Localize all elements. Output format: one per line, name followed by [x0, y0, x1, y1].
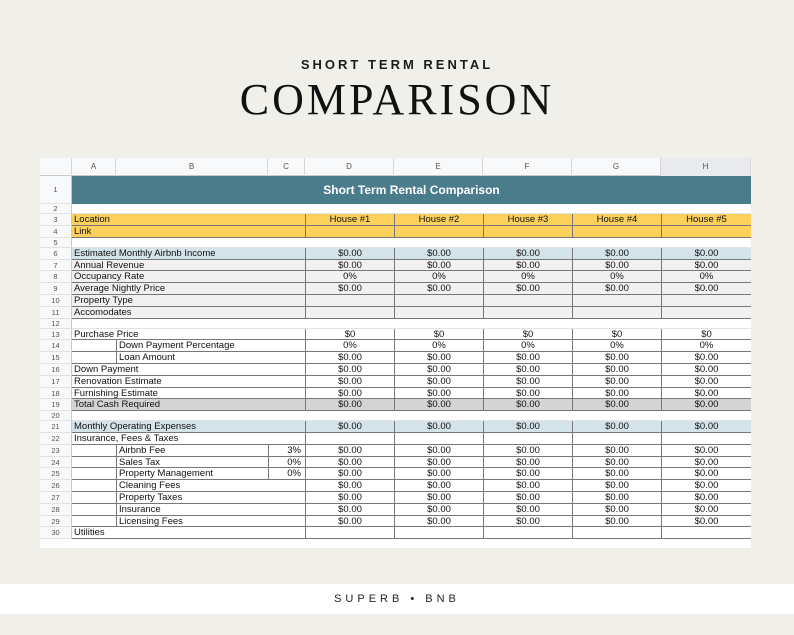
value-cell[interactable]: $0.00 [394, 283, 483, 294]
sheet-row [72, 283, 751, 295]
row-number[interactable]: 22 [40, 433, 72, 445]
row-label: Down Payment [74, 364, 139, 375]
value-cell[interactable]: $0.00 [305, 388, 394, 399]
value-cell[interactable]: $0 [305, 329, 394, 340]
house-column-header: House #3 [483, 214, 572, 225]
value-cell[interactable]: $0.00 [661, 480, 751, 491]
sheet-row [72, 492, 751, 504]
value-cell[interactable]: $0.00 [305, 504, 394, 515]
sheet-row [72, 468, 751, 480]
sheet-row [72, 248, 751, 260]
value-cell[interactable]: $0.00 [661, 364, 751, 375]
value-cell[interactable] [661, 433, 751, 444]
value-cell[interactable]: $0.00 [483, 504, 572, 515]
sheet-row [72, 421, 751, 433]
row-number[interactable]: 16 [40, 364, 72, 376]
value-cell[interactable]: $0.00 [483, 352, 572, 363]
value-cell[interactable]: $0.00 [572, 468, 661, 479]
value-cell[interactable]: $0.00 [661, 468, 751, 479]
row-label: Down Payment Percentage [116, 340, 305, 351]
row-label: Loan Amount [116, 352, 305, 363]
indent-spacer [72, 352, 116, 363]
value-cell[interactable]: $0.00 [572, 399, 661, 410]
row-number[interactable]: 21 [40, 421, 72, 433]
house-column-header: House #4 [572, 214, 661, 225]
column-header-f[interactable]: F [483, 158, 572, 176]
sheet-row [72, 352, 751, 364]
value-cell[interactable] [483, 307, 572, 318]
row-number[interactable]: 27 [40, 492, 72, 504]
row-number[interactable]: 4 [40, 226, 72, 238]
row-number[interactable]: 26 [40, 480, 72, 492]
row-label: Cleaning Fees [116, 480, 305, 491]
value-cell[interactable]: $0.00 [305, 445, 394, 456]
row-number[interactable]: 23 [40, 445, 72, 457]
column-header-c[interactable]: C [268, 158, 305, 176]
row-label: Airbnb Fee [116, 445, 268, 456]
value-cell[interactable]: $0.00 [661, 457, 751, 468]
value-cell[interactable]: $0.00 [394, 260, 483, 271]
value-cell[interactable]: $0.00 [394, 480, 483, 491]
row-label: Accomodates [72, 307, 305, 318]
value-cell[interactable]: $0.00 [394, 468, 483, 479]
value-cell[interactable] [483, 295, 572, 306]
row-number[interactable]: 17 [40, 376, 72, 388]
house-column-header: House #2 [394, 214, 483, 225]
value-cell[interactable]: $0.00 [661, 492, 751, 503]
row-number[interactable]: 20 [40, 411, 72, 421]
select-all-corner[interactable] [40, 158, 72, 176]
value-cell[interactable]: $0.00 [572, 388, 661, 399]
row-number[interactable]: 3 [40, 214, 72, 226]
value-cell[interactable]: $0.00 [394, 457, 483, 468]
value-cell[interactable]: $0.00 [305, 260, 394, 271]
row-label: Property Taxes [116, 492, 305, 503]
value-cell[interactable]: $0.00 [572, 283, 661, 294]
row-number[interactable]: 29 [40, 516, 72, 528]
sheet-row [72, 340, 751, 352]
value-cell[interactable]: 0% [483, 340, 572, 351]
indent-spacer [72, 445, 116, 456]
sheet-row [72, 295, 751, 307]
value-cell[interactable]: $0.00 [661, 445, 751, 456]
value-cell[interactable]: $0.00 [483, 480, 572, 491]
sheet-row [72, 204, 751, 214]
column-header-e[interactable]: E [394, 158, 483, 176]
value-cell[interactable]: $0.00 [305, 248, 394, 259]
value-cell[interactable]: $0.00 [394, 364, 483, 375]
row-label: Insurance, Fees & Taxes [74, 433, 179, 444]
value-cell[interactable]: $0.00 [394, 421, 483, 432]
percent-input[interactable]: 0% [268, 468, 305, 479]
value-cell[interactable]: $0.00 [483, 468, 572, 479]
value-cell[interactable]: $0.00 [394, 352, 483, 363]
column-header-g[interactable]: G [572, 158, 661, 176]
value-cell[interactable] [394, 527, 483, 538]
page-subtitle: SHORT TERM RENTAL [300, 57, 494, 72]
row-number[interactable]: 1 [40, 176, 72, 204]
value-cell[interactable]: $0.00 [661, 516, 751, 527]
value-cell[interactable] [572, 307, 661, 318]
column-header-bar [40, 158, 751, 176]
row-label: Monthly Operating Expenses [72, 421, 305, 432]
value-cell[interactable]: $0.00 [661, 376, 751, 387]
value-cell[interactable]: $0.00 [305, 468, 394, 479]
footer [0, 584, 794, 614]
value-cell[interactable] [483, 433, 572, 444]
value-cell[interactable]: $0.00 [661, 352, 751, 363]
percent-input[interactable]: 0% [268, 457, 305, 468]
value-cell[interactable]: $0.00 [661, 388, 751, 399]
value-cell[interactable]: $0.00 [483, 376, 572, 387]
value-cell[interactable]: 0% [305, 340, 394, 351]
value-cell[interactable]: $0.00 [483, 421, 572, 432]
value-cell[interactable]: $0.00 [572, 248, 661, 259]
sheet-row [72, 516, 751, 528]
row-number[interactable]: 7 [40, 260, 72, 272]
link-cell[interactable] [394, 226, 483, 237]
indent-spacer [72, 492, 116, 503]
value-cell[interactable]: $0.00 [483, 399, 572, 410]
row-label: Sales Tax [116, 457, 268, 468]
value-cell[interactable] [661, 295, 751, 306]
value-cell[interactable]: $0.00 [305, 516, 394, 527]
value-cell[interactable]: $0.00 [305, 376, 394, 387]
row-label: Renovation Estimate [74, 375, 162, 387]
value-cell[interactable] [394, 295, 483, 306]
sheet-row [72, 319, 751, 329]
value-cell[interactable]: 0% [572, 271, 661, 282]
row-number[interactable]: 24 [40, 457, 72, 469]
row-number[interactable]: 5 [40, 238, 72, 248]
row-number[interactable]: 19 [40, 399, 72, 411]
row-label: Purchase Price [74, 328, 139, 340]
row-number[interactable]: 25 [40, 468, 72, 480]
value-cell[interactable]: $0.00 [572, 516, 661, 527]
value-cell[interactable]: $0.00 [483, 445, 572, 456]
value-cell[interactable]: $0.00 [661, 283, 751, 294]
row-label: Insurance [116, 504, 305, 515]
row-number[interactable]: 15 [40, 352, 72, 364]
sheet-row [72, 480, 751, 492]
value-cell[interactable]: 0% [305, 271, 394, 282]
value-cell[interactable]: $0.00 [394, 516, 483, 527]
value-cell[interactable]: $0.00 [572, 376, 661, 387]
sheet-row [72, 388, 751, 400]
link-cell[interactable] [661, 226, 751, 237]
brand-text: SUPERB • BNB [334, 593, 460, 605]
value-cell[interactable]: $0.00 [483, 364, 572, 375]
value-cell[interactable]: $0.00 [394, 492, 483, 503]
link-cell[interactable] [305, 226, 394, 237]
sheet-row [72, 364, 751, 376]
value-cell[interactable]: $0.00 [661, 248, 751, 259]
value-cell[interactable]: $0.00 [394, 445, 483, 456]
row-label: Estimated Monthly Airbnb Income [72, 248, 305, 259]
row-label: Property Type [72, 295, 305, 306]
row-number[interactable]: 30 [40, 527, 72, 539]
row-number[interactable]: 9 [40, 283, 72, 295]
link-cell[interactable] [572, 226, 661, 237]
value-cell[interactable]: $0.00 [483, 283, 572, 294]
value-cell[interactable]: $0.00 [572, 421, 661, 432]
value-cell[interactable]: $0.00 [305, 352, 394, 363]
row-label: Location [72, 214, 305, 225]
indent-spacer [72, 504, 116, 515]
value-cell[interactable] [305, 527, 394, 538]
sheet-row [72, 527, 751, 539]
row-number[interactable]: 6 [40, 248, 72, 260]
row-label: Average Nightly Price [72, 283, 305, 294]
value-cell[interactable]: $0.00 [394, 504, 483, 515]
value-cell[interactable]: 0% [394, 271, 483, 282]
value-cell[interactable]: $0.00 [394, 376, 483, 387]
row-number[interactable]: 28 [40, 504, 72, 516]
value-cell[interactable]: $0.00 [305, 480, 394, 491]
page-title: COMPARISON [239, 75, 555, 124]
row-number[interactable]: 2 [40, 204, 72, 214]
sheet-row [72, 376, 751, 388]
row-label: Licensing Fees [116, 516, 305, 527]
row-number[interactable]: 11 [40, 307, 72, 319]
indent-spacer [72, 340, 116, 351]
row-label: Utilities [74, 527, 105, 539]
value-cell[interactable]: $0.00 [572, 260, 661, 271]
value-cell[interactable] [661, 307, 751, 318]
value-cell[interactable]: $0.00 [483, 260, 572, 271]
value-cell[interactable]: $0.00 [394, 399, 483, 410]
column-header-a[interactable]: A [72, 158, 116, 176]
row-label: Furnishing Estimate [74, 387, 158, 399]
sheet-row [72, 504, 751, 516]
house-column-header: House #1 [305, 214, 394, 225]
value-cell[interactable]: $0 [394, 329, 483, 340]
column-header-b[interactable]: B [116, 158, 268, 176]
value-cell[interactable]: $0 [572, 329, 661, 340]
value-cell[interactable] [572, 433, 661, 444]
value-cell[interactable] [394, 433, 483, 444]
indent-spacer [72, 468, 116, 479]
sheet-row [72, 238, 751, 248]
column-header-d[interactable]: D [305, 158, 394, 176]
link-cell[interactable] [483, 226, 572, 237]
value-cell[interactable]: $0.00 [661, 399, 751, 410]
sheet-row [72, 433, 751, 445]
sheet-row [72, 445, 751, 457]
row-number[interactable]: 14 [40, 340, 72, 352]
value-cell[interactable]: $0.00 [305, 421, 394, 432]
value-cell[interactable]: $0.00 [572, 492, 661, 503]
sheet-row [72, 307, 751, 319]
sheet-row [72, 271, 751, 283]
row-label: Annual Revenue [72, 260, 305, 271]
value-cell[interactable]: $0.00 [661, 260, 751, 271]
value-cell[interactable]: $0.00 [572, 457, 661, 468]
sheet-row [72, 411, 751, 421]
value-cell[interactable]: $0.00 [483, 457, 572, 468]
row-label: Total Cash Required [72, 399, 305, 410]
value-cell[interactable]: 0% [661, 271, 751, 282]
value-cell[interactable]: $0.00 [305, 457, 394, 468]
value-cell[interactable]: $0.00 [394, 388, 483, 399]
row-label: Link [72, 226, 305, 237]
sheet-banner-title: Short Term Rental Comparison [72, 176, 751, 204]
value-cell[interactable] [572, 527, 661, 538]
indent-spacer [72, 480, 116, 491]
value-cell[interactable] [394, 307, 483, 318]
sheet-row [72, 329, 751, 341]
value-cell[interactable]: $0.00 [483, 248, 572, 259]
value-cell[interactable] [305, 295, 394, 306]
value-cell[interactable]: $0.00 [572, 504, 661, 515]
value-cell[interactable]: 0% [572, 340, 661, 351]
sheet-row [72, 214, 751, 226]
row-number[interactable]: 13 [40, 329, 72, 341]
value-cell[interactable]: $0.00 [661, 504, 751, 515]
sheet-row [72, 399, 751, 411]
sheet-row [72, 260, 751, 272]
indent-spacer [72, 516, 116, 527]
value-cell[interactable]: $0.00 [661, 421, 751, 432]
row-label: Occupancy Rate [72, 271, 305, 282]
value-cell[interactable]: $0.00 [305, 283, 394, 294]
value-cell[interactable]: $0.00 [572, 352, 661, 363]
row-number[interactable]: 12 [40, 319, 72, 329]
value-cell[interactable]: 0% [394, 340, 483, 351]
value-cell[interactable] [572, 295, 661, 306]
sheet-row [72, 176, 751, 204]
row-number[interactable]: 10 [40, 295, 72, 307]
value-cell[interactable]: $0.00 [483, 388, 572, 399]
value-cell[interactable]: $0.00 [305, 364, 394, 375]
row-number[interactable]: 8 [40, 271, 72, 283]
value-cell[interactable]: $0 [661, 329, 751, 340]
indent-spacer [72, 457, 116, 468]
value-cell[interactable]: 0% [483, 271, 572, 282]
value-cell[interactable]: $0 [483, 329, 572, 340]
value-cell[interactable] [305, 433, 394, 444]
row-number[interactable]: 18 [40, 388, 72, 400]
percent-input[interactable]: 3% [268, 445, 305, 456]
value-cell[interactable]: $0.00 [572, 480, 661, 491]
value-cell[interactable]: $0.00 [572, 445, 661, 456]
value-cell[interactable]: $0.00 [394, 248, 483, 259]
value-cell[interactable]: $0.00 [483, 492, 572, 503]
value-cell[interactable] [661, 527, 751, 538]
value-cell[interactable]: $0.00 [305, 399, 394, 410]
house-column-header: House #5 [661, 214, 751, 225]
sheet-row [72, 226, 751, 238]
sheet-row [72, 457, 751, 469]
value-cell[interactable] [483, 527, 572, 538]
spreadsheet [40, 158, 751, 548]
value-cell[interactable]: $0.00 [483, 516, 572, 527]
row-label: Property Management [116, 468, 268, 479]
value-cell[interactable] [305, 307, 394, 318]
value-cell[interactable]: $0.00 [305, 492, 394, 503]
column-header-h[interactable]: H [661, 158, 751, 176]
value-cell[interactable]: 0% [661, 340, 751, 351]
value-cell[interactable]: $0.00 [572, 364, 661, 375]
